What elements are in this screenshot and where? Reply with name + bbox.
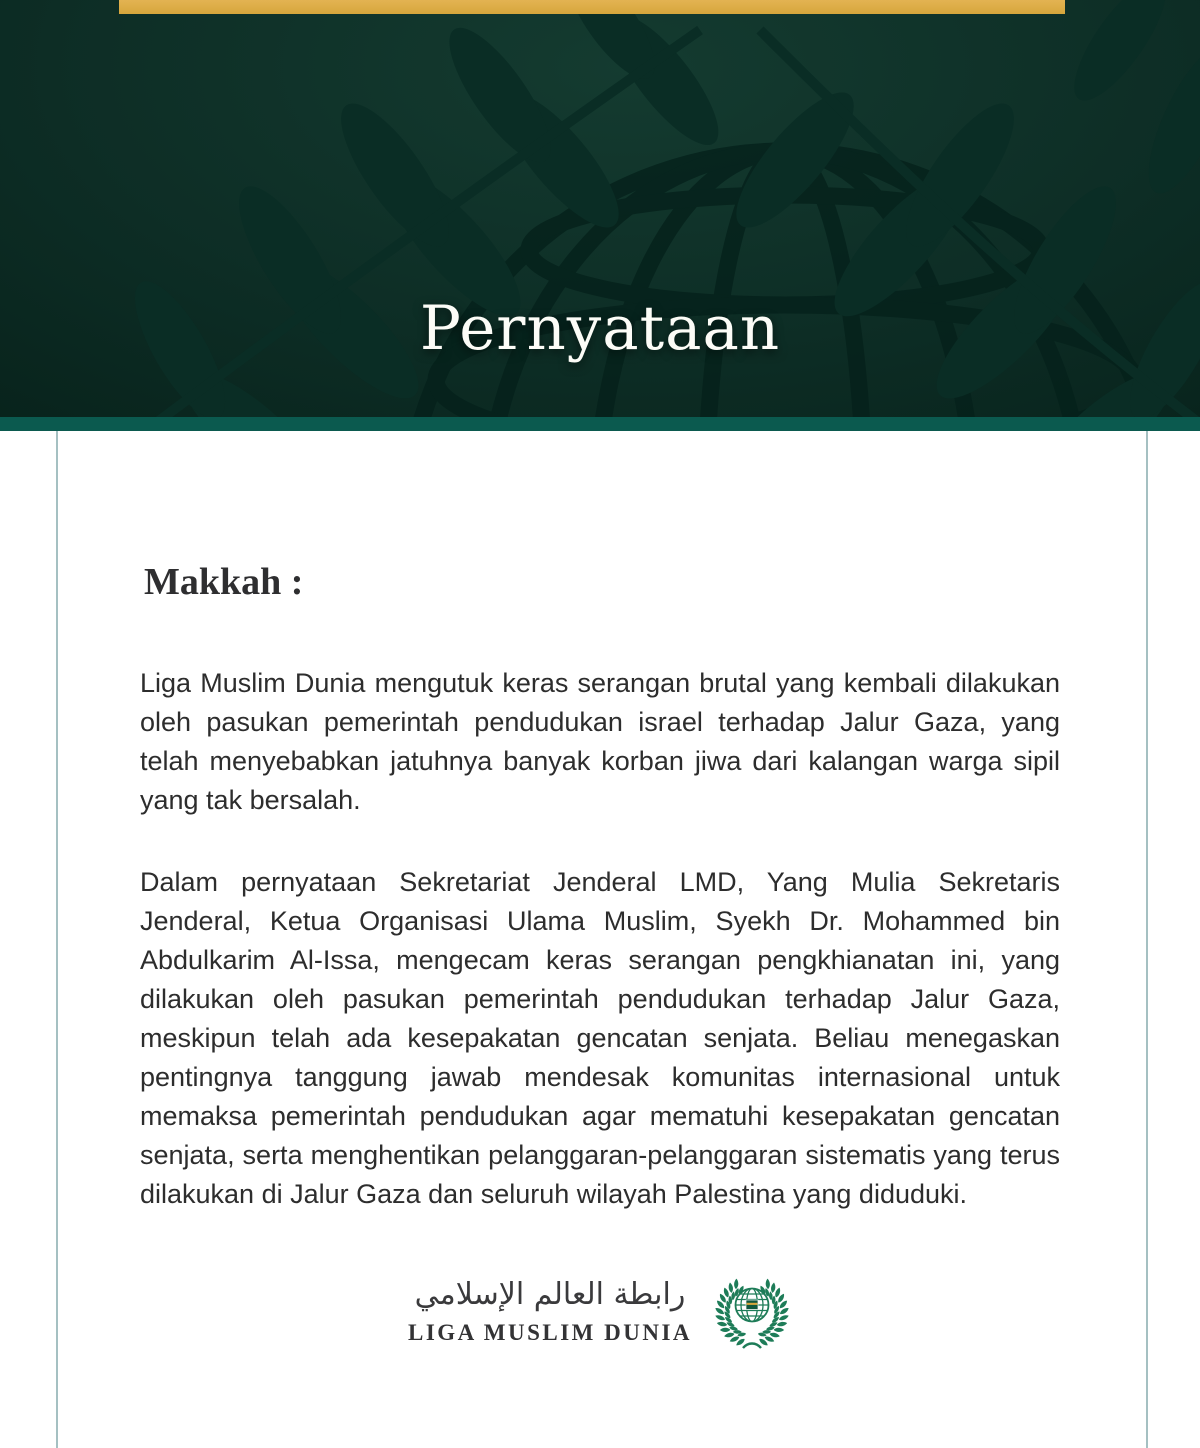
logo-arabic-calligraphy: رابطة العالم الإسلامي xyxy=(414,1277,686,1313)
org-logo-text xyxy=(408,1278,692,1346)
header-bottom-divider xyxy=(0,417,1200,431)
statement-paragraph: Dalam pernyataan Sekretariat Jenderal LMD, Yang Mulia Sekretaris Jenderal, Ketua Organisasi Ulama Muslim, Syekh Dr. Mohammed bin Abdulkarim Al-Issa, mengecam keras serangan pengkhianatan ini, yang dilakukan oleh pasukan pemerintah pendudukan terhadap Jalur Gaza, meskipun telah ada kesepakatan gencatan senjata. Beliau menegaskan pentingnya tanggung jawab mendesak komunitas internasional untuk memaksa pemerintah pendudukan agar mematuhi kesepakatan gencatan senjata, serta menghentikan pelanggaran-pelanggaran sistematis yang terus dilakukan di Jalur Gaza dan seluruh wilayah Palestina yang diduduki. xyxy=(140,867,1060,1209)
logo-org-name: LIGA MUSLIM DUNIA xyxy=(407,1319,693,1345)
location-heading: Makkah : xyxy=(144,561,304,603)
org-logo xyxy=(0,1272,1200,1352)
header-banner xyxy=(0,0,1200,417)
gold-accent-bar xyxy=(119,0,1065,14)
statement-paragraph: Liga Muslim Dunia mengutuk keras serangan brutal yang kembali dilakukan oleh pasukan pemerintah pendudukan israel terhadap Jalur Gaza, yang telah menyebabkan jatuhnya banyak korban jiwa dari kalangan warga sipil yang tak bersalah. xyxy=(140,668,1060,815)
mwl-emblem-icon xyxy=(712,1272,792,1352)
page-title: Pernyataan xyxy=(419,293,781,364)
